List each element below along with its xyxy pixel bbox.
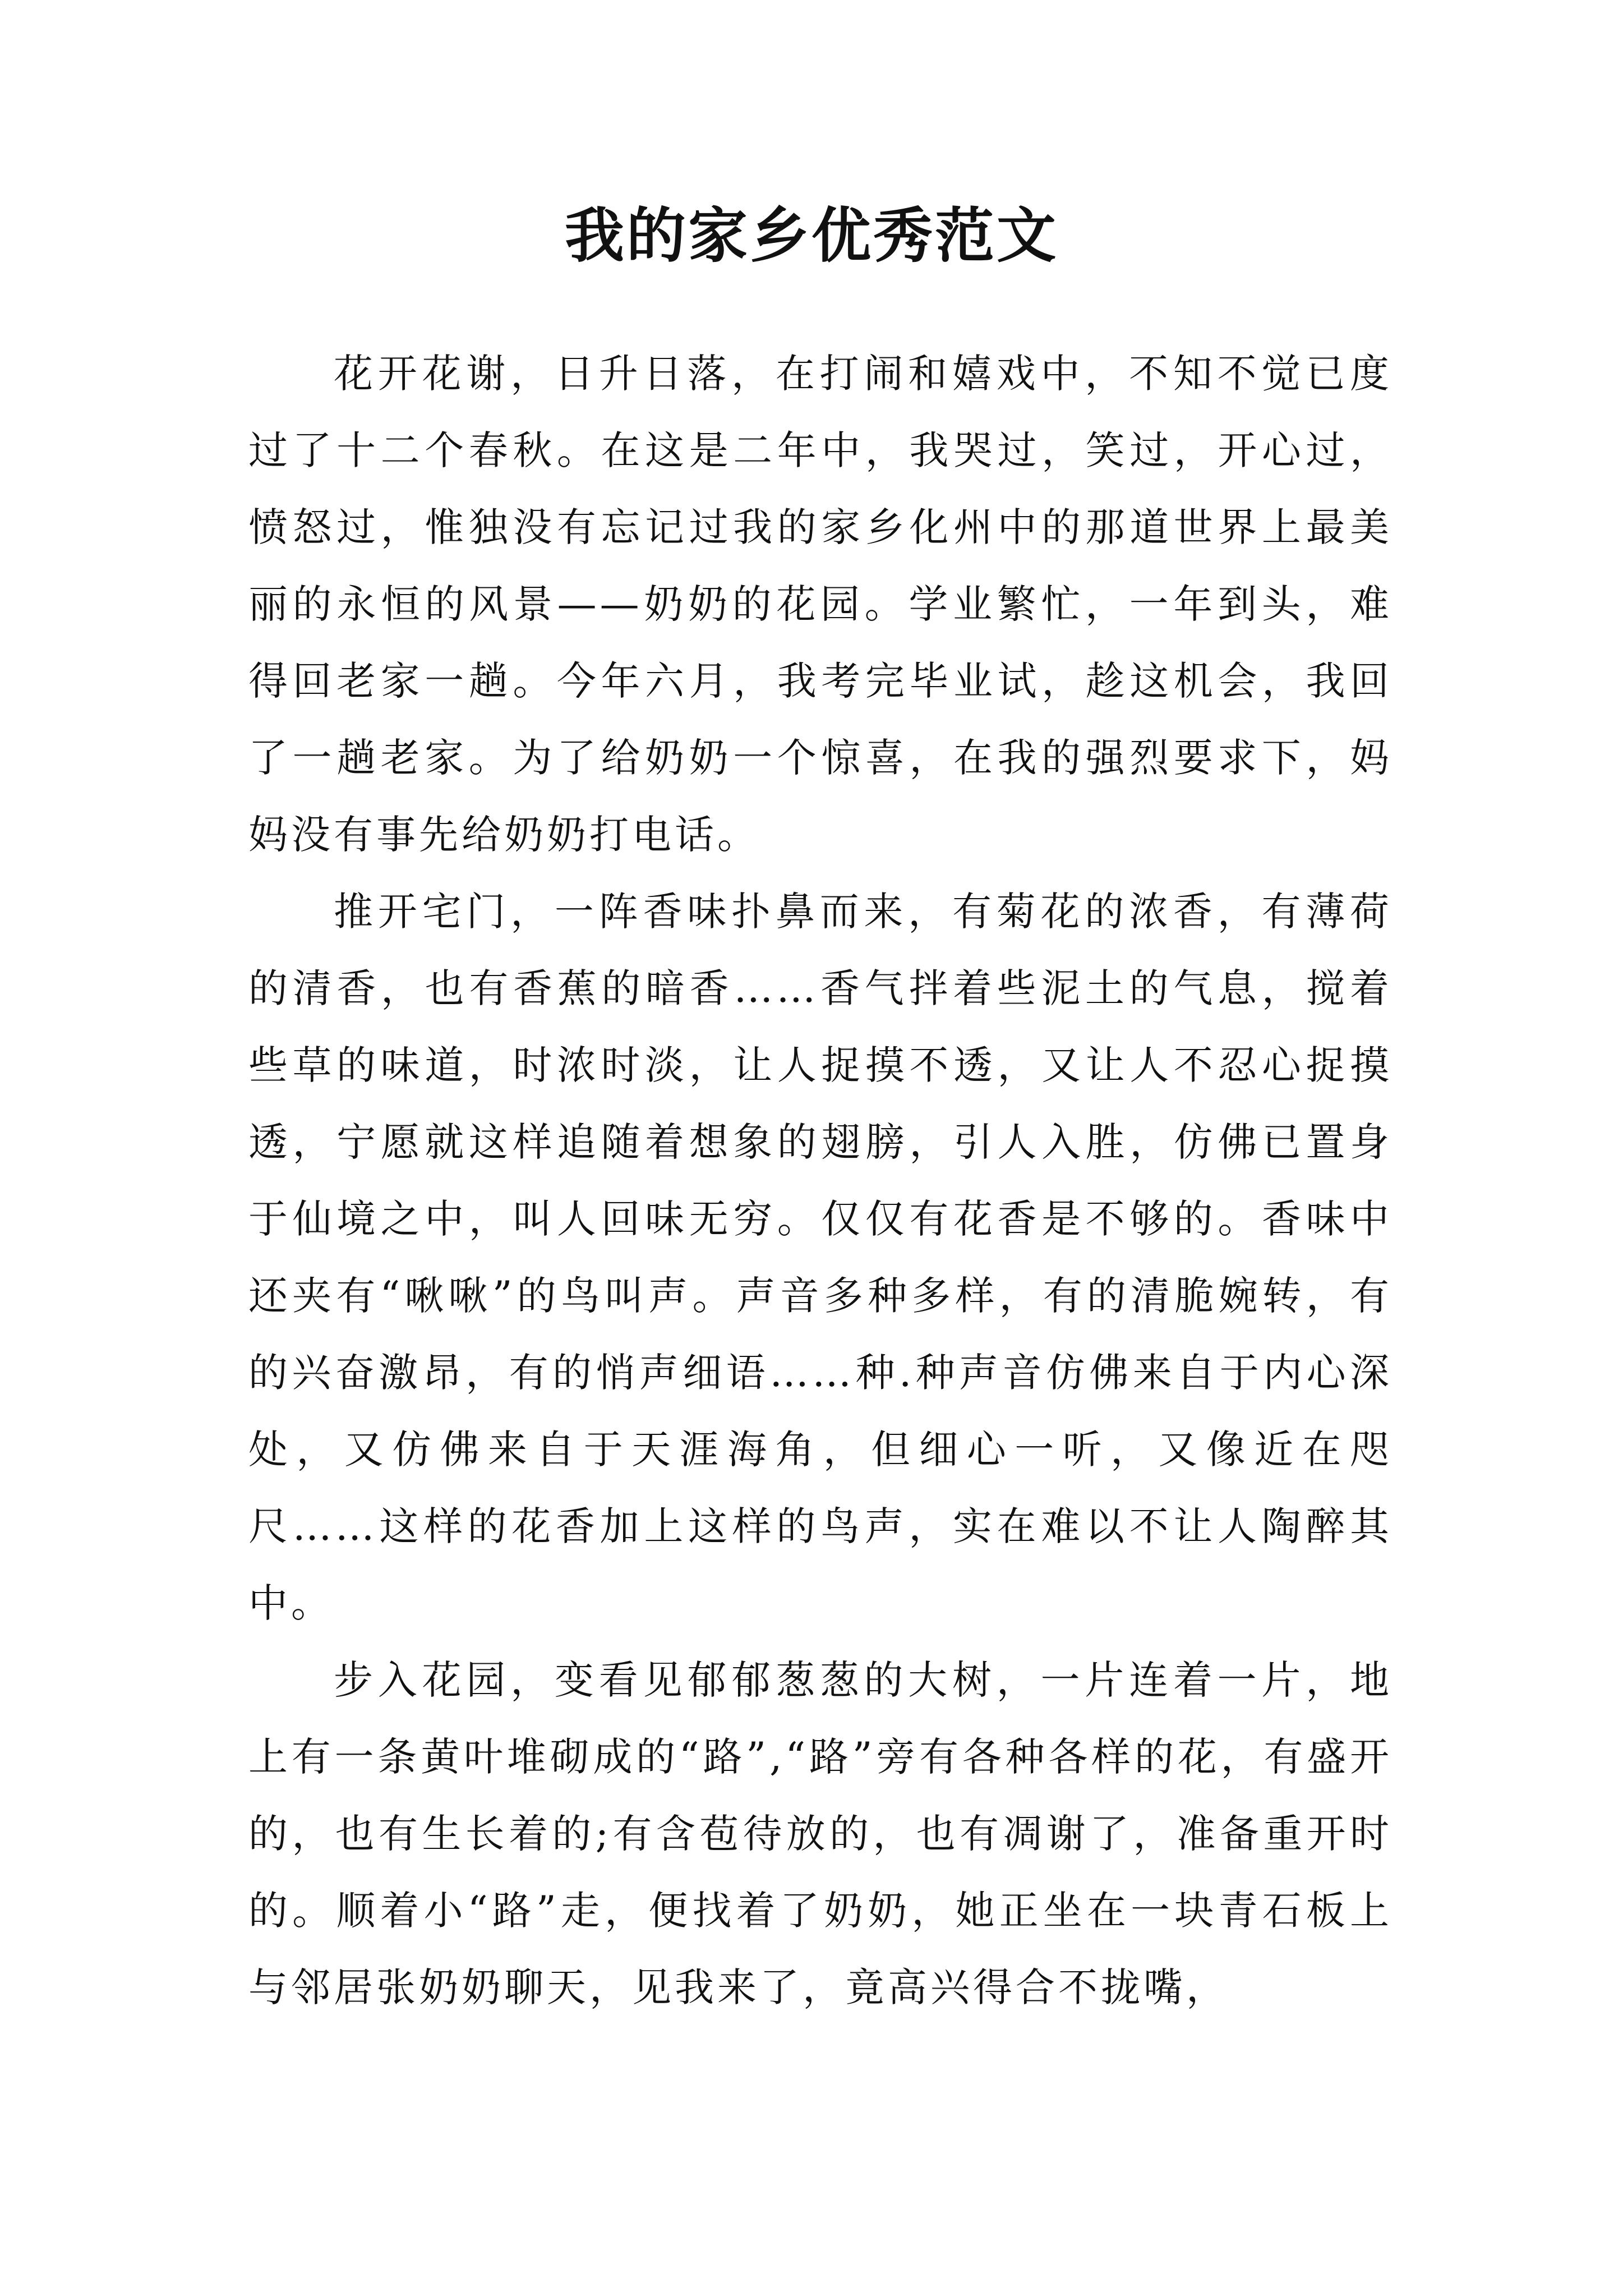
paragraph-3: 步入花园，变看见郁郁葱葱的大树，一片连着一片，地上有一条黄叶堆砌成的“路”,“路”旁有各种各样的花，有盛开的，也有生长着的;有含苞待放的，也有凋谢了，准备重开时的。顺着小“路”走，便找着了奶奶，她正坐在一块青石板上与邻居张奶奶聊天，见我来了，竟高兴得合不拢嘴， (248, 1657, 1393, 2010)
paragraph-2: 推开宅门，一阵香味扑鼻而来，有菊花的浓香，有薄荷的清香，也有香蕉的暗香……香气拌着些泥土的气息，搅着些草的味道，时浓时淡，让人捉摸不透，又让人不忍心捉摸透，宁愿就这样追随着想象的翅膀，引人入胜，仿佛已置身于仙境之中，叫人回味无穷。仅仅有花香是不够的。香味中还夹有“啾啾”的鸟叫声。声音多种多样，有的清脆婉转，有的兴奋激昂，有的悄声细语……种.种声音仿佛来自于内心深处，又仿佛来自于天涯海角，但细心一听，又像近在咫尺……这样的花香加上这样的鸟声，实在难以不让人陶醉其中。 (248, 889, 1393, 1626)
document-body (248, 335, 1393, 2026)
document-title: 我的家乡优秀范文 (565, 200, 1058, 270)
paragraph-1: 花开花谢，日升日落，在打闹和嬉戏中，不知不觉已度过了十二个春秋。在这是二年中，我哭过，笑过，开心过，愤怒过，惟独没有忘记过我的家乡化州中的那道世界上最美丽的永恒的风景——奶奶的花园。学业繁忙，一年到头，难得回老家一趟。今年六月，我考完毕业试，趁这机会，我回了一趟老家。为了给奶奶一个惊喜，在我的强烈要求下，妈妈没有事先给奶奶打电话。 (248, 351, 1393, 858)
